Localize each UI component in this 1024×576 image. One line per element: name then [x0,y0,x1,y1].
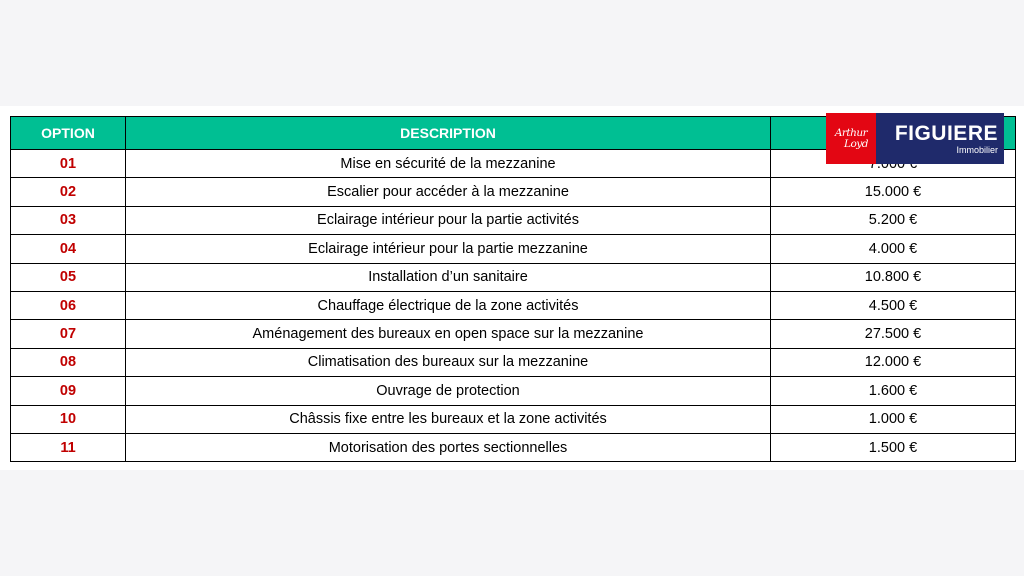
brand-name: FIGUIERE [894,121,998,145]
option-description: Motorisation des portes sectionnelles [126,433,771,461]
option-number: 10 [11,405,126,433]
option-price: 27.500 € [771,320,1016,348]
options-table [10,116,1016,462]
table-row [11,377,1016,405]
option-description: Mise en sécurité de la mezzanine [126,150,771,178]
option-price: 1.500 € [771,433,1016,461]
option-number: 09 [11,377,126,405]
table-row [11,433,1016,461]
option-number: 06 [11,291,126,319]
arthur-loyd-line1: Arthur [834,126,868,139]
option-description: Escalier pour accéder à la mezzanine [126,178,771,206]
option-price: 12.000 € [771,348,1016,376]
option-number: 04 [11,235,126,263]
option-number: 07 [11,320,126,348]
option-number: 02 [11,178,126,206]
option-number: 08 [11,348,126,376]
option-price: 4.500 € [771,291,1016,319]
brand-subtitle: Immobilier [956,144,998,155]
header-description: DESCRIPTION [126,117,771,150]
option-description: Ouvrage de protection [126,377,771,405]
option-description: Aménagement des bureaux en open space sur la mezzanine [126,320,771,348]
slide [0,106,1024,470]
figuiere-brand [876,113,1004,164]
option-price: 4.000 € [771,235,1016,263]
option-number: 05 [11,263,126,291]
table-row [11,178,1016,206]
option-price: 5.200 € [771,206,1016,234]
header-option: OPTION [11,117,126,150]
table-row [11,263,1016,291]
table-row [11,206,1016,234]
option-description: Eclairage intérieur pour la partie mezzanine [126,235,771,263]
arthur-loyd-logo [826,113,876,164]
option-number: 11 [11,433,126,461]
option-description: Chauffage électrique de la zone activités [126,291,771,319]
option-price: 15.000 € [771,178,1016,206]
option-number: 03 [11,206,126,234]
table-row [11,348,1016,376]
option-price: 10.800 € [771,263,1016,291]
option-description: Châssis fixe entre les bureaux et la zone activités [126,405,771,433]
option-description: Installation d’un sanitaire [126,263,771,291]
option-number: 01 [11,150,126,178]
table-row [11,320,1016,348]
option-description: Climatisation des bureaux sur la mezzanine [126,348,771,376]
table-row [11,405,1016,433]
option-price: 1.000 € [771,405,1016,433]
arthur-loyd-line2: Loyd [844,137,868,150]
table-row [11,235,1016,263]
table-row [11,291,1016,319]
option-price: 1.600 € [771,377,1016,405]
figuiere-logo [826,113,1004,164]
option-description: Eclairage intérieur pour la partie activités [126,206,771,234]
